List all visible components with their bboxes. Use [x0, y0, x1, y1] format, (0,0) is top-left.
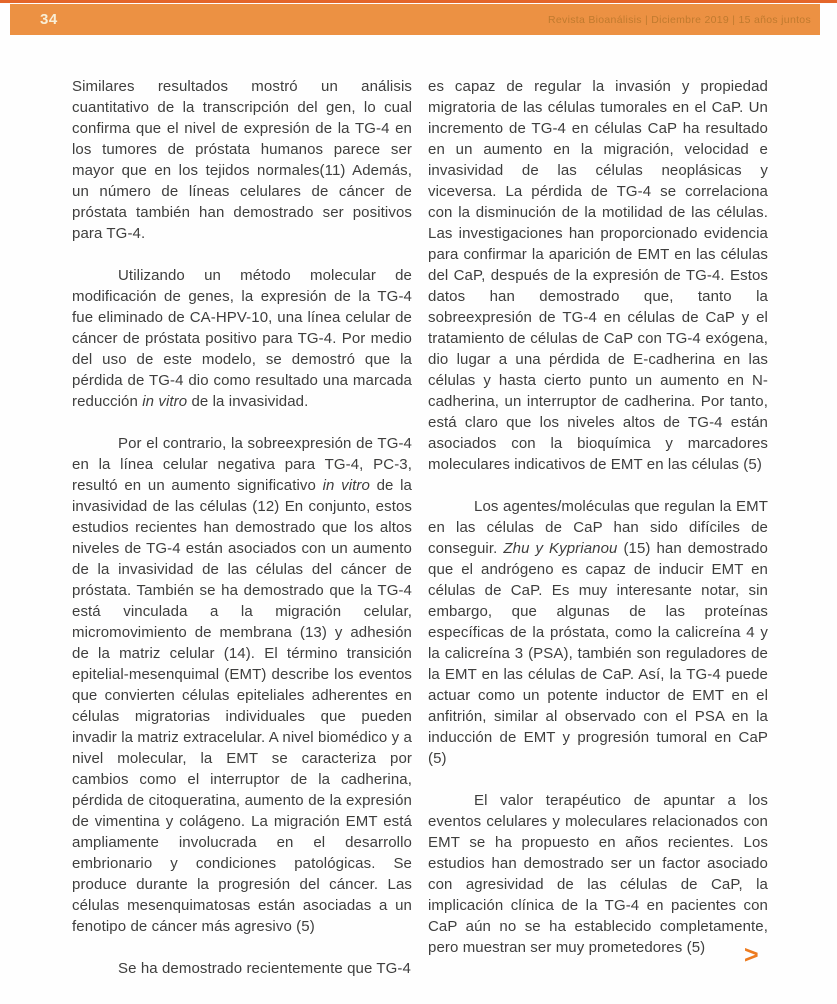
article-body — [72, 76, 768, 1000]
paragraph: Por el contrario, la sobreexpresión de TG-4 en la línea celular negativa para TG-4, PC-3, resultó en un aumento significativo in vitro de la invasividad de las células (12) En conjunto, estos estudios recientes han demostrado que los altos niveles de TG-4 están asociados con un aumento de la invasividad de las células del cáncer de próstata. También se ha demostrado que la TG-4 está vinculada a la migración celular, micromovimiento de membrana (13) y adhesión de la matriz celular (14). El término transición epitelial-mesenquimal (EMT) describe los eventos que convierten células epiteliales adherentes en células migratorias individuales que pueden invadir la matriz extracelular. A nivel biomédico y a nivel molecular, la EMT se caracteriza por cambios como el interruptor de la cadherina, pérdida de citoqueratina, aumento de la expresión de vimentina y colágeno. La migración EMT está ampliamente involucrada en el desarrollo embrionario y condiciones patológicas. Se produce durante la progresión del cáncer. Las células mesenquimatosas están asociadas a un fenotipo de cáncer más agresivo (5) — [72, 435, 412, 935]
text-column-left — [72, 76, 412, 1000]
header-bar — [10, 4, 820, 35]
text-column-right — [428, 76, 768, 1000]
paragraph: es capaz de regular la invasión y propiedad migratoria de las células tumorales en el CaP. Un incremento de TG-4 en células CaP ha resultado en un aumento en la migración, velocidad e invasividad de las células neoplásicas y viceversa. La pérdida de TG-4 se correlaciona con la disminución de la motilidad de las células. Las investigaciones han proporcionado evidencia para confirmar la aparición de EMT en las células del CaP, después de la expresión de TG-4. Estos datos han demostrado que, tanto la sobreexpresión de TG-4 en células de CaP y el tratamiento de células de CaP con TG-4 exógena, dio lugar a una pérdida de E-cadherina en las células y hasta cierto punto un aumento en N- cadherina, un interruptor de cadherina. Por tanto, está claro que los niveles altos de TG-4 están asociados con la bioquímica y marcadores moleculares indicativos de EMT en las células (5) — [428, 78, 768, 473]
page-top-edge-line — [0, 0, 837, 3]
page-number: 34 — [40, 11, 58, 28]
paragraph: El valor terapéutico de apuntar a los eventos celulares y moleculares relacionados con EMT se ha propuesto en años recientes. Los estudios han demostrado ser un factor asociado con agresividad de las células de CaP, la implicación clínica de la TG-4 en pacientes con CaP aún no se ha establecido completamente, pero muestran ser muy prometedores (5) — [428, 792, 768, 956]
journal-header-text: Revista Bioanálisis | Diciembre 2019 | 15 años juntos — [548, 13, 811, 26]
next-page-arrow[interactable]: > — [744, 941, 759, 969]
paragraph: Se ha demostrado recientemente que TG-4 — [118, 960, 411, 977]
paragraph: Los agentes/moléculas que regulan la EMT en las células de CaP han sido difíciles de conseguir. Zhu y Kyprianou (15) han demostrado que el andrógeno es capaz de inducir EMT en células de CaP. Es muy interesante notar, sin embargo, que algunas de las proteínas específicas de la próstata, como la calicreína 4 y la calicreína 3 (PSA), también son reguladores de la EMT en las células de CaP. Así, la TG-4 puede actuar como un potente inductor de EMT en el anfitrión, similar al observado con el PSA en la inducción de EMT y progresión tumoral en CaP (5) — [428, 498, 768, 767]
paragraph: Utilizando un método molecular de modificación de genes, la expresión de la TG-4 fue eliminado de CA-HPV-10, una línea celular de cáncer de próstata positivo para TG-4. Por medio del uso de este modelo, se demostró que la pérdida de TG-4 dio como resultado una marcada reducción in vitro de la invasividad. — [72, 267, 412, 410]
paragraph: Similares resultados mostró un análisis cuantitativo de la transcripción del gen, lo cual confirma que el nivel de expresión de la TG-4 en los tumores de próstata humanos parece ser mayor que en los tejidos normales(11) Además, un número de líneas celulares de cáncer de próstata también han demostrado ser positivos para TG-4. — [72, 78, 412, 242]
